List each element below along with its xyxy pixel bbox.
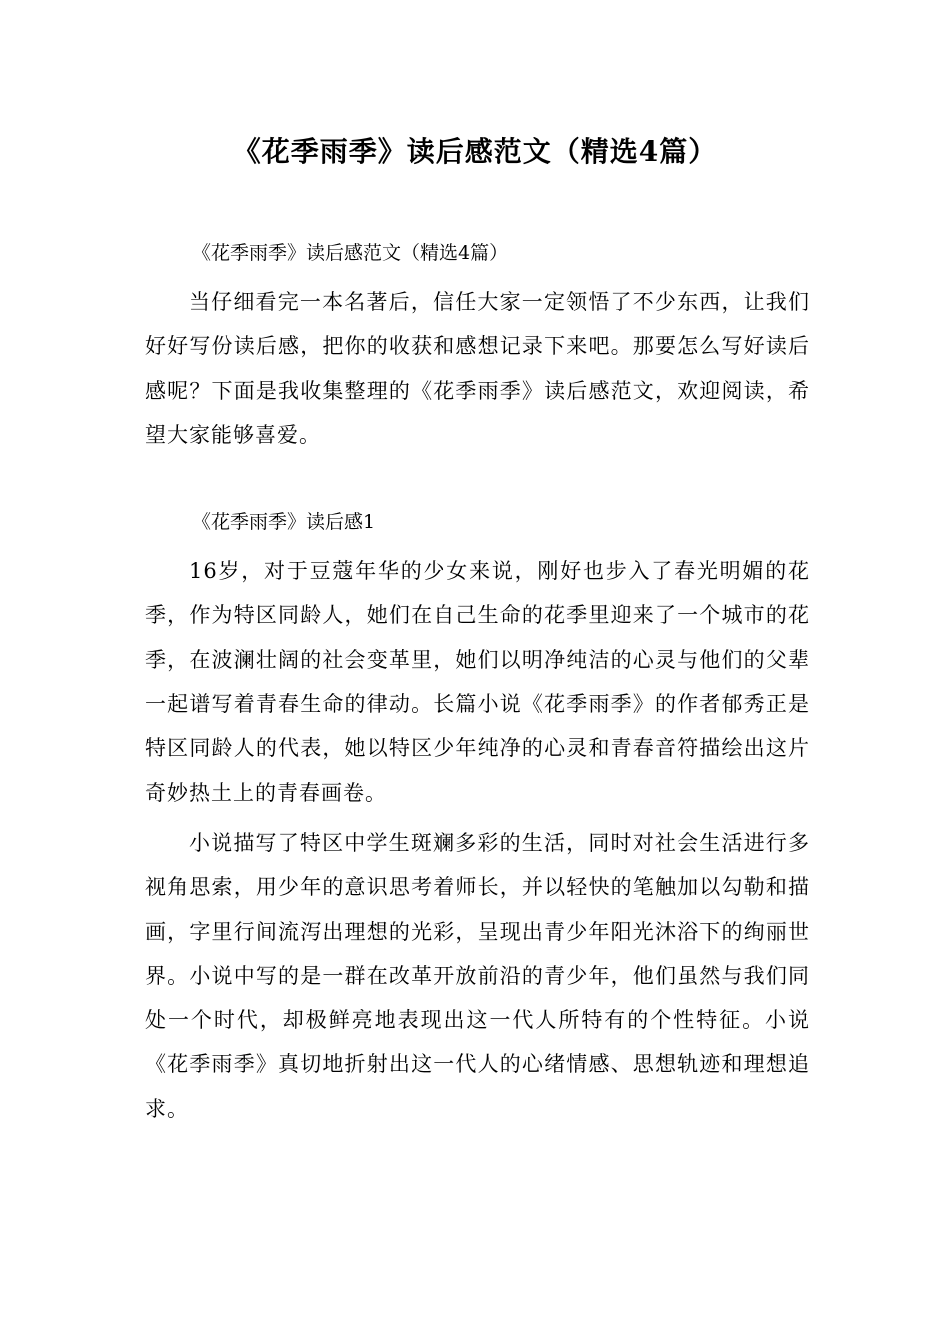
body-paragraph-2: 小说描写了特区中学生斑斓多彩的生活，同时对社会生活进行多视角思索，用少年的意识思考着师长，并以轻快的笔触加以勾勒和描画，字里行间流泻出理想的光彩，呈现出青少年阳光沐浴下的绚丽世界。小说中写的是一群在改革开放前沿的青少年，他们虽然与我们同处一个时代，却极鲜亮地表现出这一代人所特有的个性特征。小说《花季雨季》真切地折射出这一代人的心绪情感、思想轨迹和理想追求。: [145, 830, 810, 1121]
document-subtitle: 《花季雨季》读后感范文（精选4篇）: [192, 242, 509, 264]
body-paragraph-1: 16岁，对于豆蔻年华的少女来说，刚好也步入了春光明媚的花季，作为特区同龄人，她们在自己生命的花季里迎来了一个城市的花季，在波澜壮阔的社会变革里，她们以明净纯洁的心灵与他们的父辈一起谱写着青春生命的律动。长篇小说《花季雨季》的作者郁秀正是特区同龄人的代表，她以特区少年纯净的心灵和青春音符描绘出这片奇妙热土上的青春画卷。: [145, 559, 810, 805]
intro-paragraph: 当仔细看完一本名著后，信任大家一定领悟了不少东西，让我们好好写份读后感，把你的收获和感想记录下来吧。那要怎么写好读后感呢？下面是我收集整理的《花季雨季》读后感范文，欢迎阅读，希望大家能够喜爱。: [145, 290, 810, 447]
section-heading: 《花季雨季》读后感1: [192, 511, 376, 534]
document-body: [145, 232, 810, 1131]
document-title: 《花季雨季》读后感范文（精选4篇）: [232, 135, 718, 168]
